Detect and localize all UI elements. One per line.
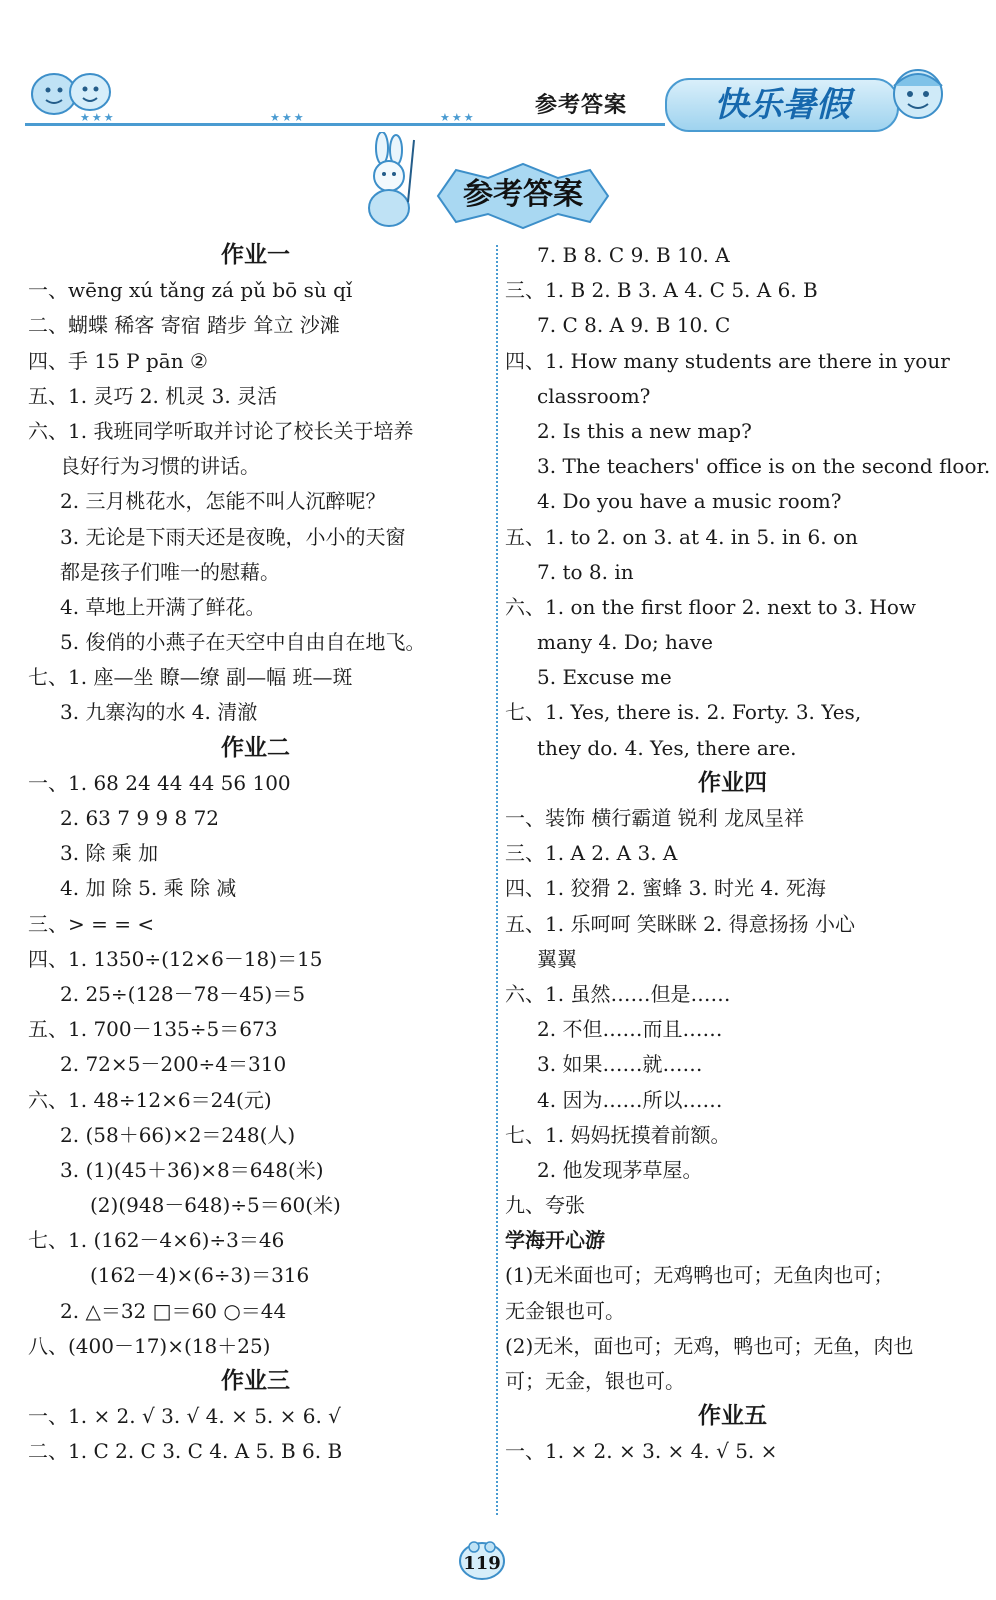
answer-line: 2. 不但……而且…… bbox=[537, 1017, 723, 1042]
answer-line: 三、1. B 2. B 3. A 4. C 5. A 6. B bbox=[505, 278, 818, 303]
answer-line: 五、1. to 2. on 3. at 4. in 5. in 6. on bbox=[505, 524, 858, 549]
right-answer-column bbox=[505, 238, 991, 1470]
answer-line: 3. (1)(45＋36)×8＝648(米) bbox=[60, 1157, 324, 1182]
answer-line: 三、1. A 2. A 3. A bbox=[505, 841, 678, 866]
answer-line: classroom? bbox=[537, 383, 651, 408]
star-icon: ★★★ bbox=[80, 111, 116, 124]
answer-line: 2. 三月桃花水，怎能不叫人沉醉呢？ bbox=[60, 489, 386, 514]
header-section-label: 参考答案 bbox=[535, 92, 628, 118]
answer-line: 五、1. 乐呵呵 笑眯眯 2. 得意扬扬 小心 bbox=[505, 911, 855, 936]
subsection-heading: 学海开心游 bbox=[505, 1228, 605, 1253]
answer-line: 一、装饰 横行霸道 锐利 龙凤呈祥 bbox=[505, 806, 805, 830]
answer-line: (162－4)×(6÷3)＝316 bbox=[90, 1263, 310, 1288]
answer-line: 一、wēng xú tǎng zá pǔ bō sù qǐ bbox=[28, 278, 353, 303]
answer-line: 4. 草地上开满了鲜花。 bbox=[60, 594, 266, 619]
answer-line: 3. The teachers' office is on the second floor. bbox=[537, 454, 991, 479]
answer-line: many 4. Do; have bbox=[537, 630, 713, 655]
answer-line: 3. 如果……就…… bbox=[537, 1052, 703, 1077]
answer-line: 四、手 15 P pān ② bbox=[28, 348, 208, 373]
answer-line: 4. Do you have a music room? bbox=[537, 489, 842, 514]
answer-line: 3. 无论是下雨天还是夜晚，小小的天窗 bbox=[60, 524, 406, 549]
star-icon: ★★★ bbox=[440, 111, 476, 124]
answer-line: 一、1. × 2. × 3. × 4. √ 5. × bbox=[505, 1439, 778, 1464]
answer-line: 2. 他发现茅草屋。 bbox=[537, 1157, 703, 1182]
answer-line: 2. △＝32 □＝60 ○＝44 bbox=[60, 1298, 287, 1323]
answer-line: 5. Excuse me bbox=[537, 665, 672, 690]
answer-line: 五、1. 700－135÷5＝673 bbox=[28, 1017, 278, 1042]
answer-line: 四、1. 1350÷(12×6－18)＝15 bbox=[28, 946, 323, 971]
rabbit-mascot-icon bbox=[352, 132, 430, 232]
column-divider bbox=[496, 245, 498, 1515]
answer-line: 7. C 8. A 9. B 10. C bbox=[537, 313, 731, 338]
answer-line: 六、1. 我班同学听取并讨论了校长关于培养 bbox=[28, 418, 414, 443]
header-rule bbox=[25, 123, 665, 126]
answer-line: 二、蝴蝶 稀客 寄宿 踏步 耸立 沙滩 bbox=[28, 313, 340, 338]
cartoon-character-icon bbox=[880, 58, 955, 130]
answer-banner bbox=[428, 162, 618, 230]
answer-line: 四、1. 狡猾 2. 蜜蜂 3. 时光 4. 死海 bbox=[505, 876, 826, 901]
answer-line: 三、> = = < bbox=[28, 911, 155, 936]
star-icon: ★★★ bbox=[270, 111, 306, 124]
answer-line: 六、1. 虽然……但是…… bbox=[505, 981, 731, 1006]
answer-line: 无金银也可。 bbox=[505, 1298, 625, 1323]
answer-line: 七、1. 妈妈抚摸着前额。 bbox=[505, 1122, 731, 1147]
answer-line: 都是孩子们唯一的慰藉。 bbox=[60, 559, 280, 584]
section-title: 作业三 bbox=[221, 1368, 290, 1394]
answer-line: 2. (58＋66)×2＝248(人) bbox=[60, 1122, 296, 1147]
answer-line: 5. 俊俏的小燕子在天空中自由自在地飞。 bbox=[60, 630, 426, 655]
page-header bbox=[0, 0, 996, 150]
answer-line: (2)无米，面也可；无鸡，鸭也可；无鱼，肉也 bbox=[505, 1333, 914, 1358]
answer-line: (2)(948－648)÷5＝60(米) bbox=[90, 1193, 341, 1218]
answer-line: 七、1. (162－4×6)÷3＝46 bbox=[28, 1228, 285, 1253]
answer-line: 7. to 8. in bbox=[537, 559, 634, 584]
answer-line: 4. 加 除 5. 乘 除 减 bbox=[60, 876, 237, 901]
page-number-badge bbox=[452, 1535, 512, 1585]
banner-title: 参考答案 bbox=[463, 177, 583, 212]
answer-line: 3. 除 乘 加 bbox=[60, 841, 159, 866]
answer-line: 九、夸张 bbox=[505, 1193, 585, 1218]
answer-line: 五、1. 灵巧 2. 机灵 3. 灵活 bbox=[28, 383, 278, 408]
answer-line: (1)无米面也可；无鸡鸭也可；无鱼肉也可； bbox=[505, 1263, 894, 1288]
answer-line: 4. 因为……所以…… bbox=[537, 1087, 723, 1112]
answer-line: 2. 72×5－200÷4＝310 bbox=[60, 1052, 287, 1077]
answer-line: 2. 63 7 9 9 8 72 bbox=[60, 806, 220, 830]
section-title: 作业二 bbox=[221, 734, 290, 761]
answer-line: 2. 25÷(128－78－45)＝5 bbox=[60, 981, 306, 1006]
section-title: 作业五 bbox=[698, 1403, 767, 1430]
answer-line: 3. 九寨沟的水 4. 清澈 bbox=[60, 700, 258, 725]
answer-line: 六、1. on the first floor 2. next to 3. How bbox=[505, 594, 917, 619]
section-title: 作业一 bbox=[221, 242, 290, 268]
page-number: 119 bbox=[463, 1553, 501, 1574]
answer-line: 翼翼 bbox=[537, 946, 577, 971]
answer-line: they do. 4. Yes, there are. bbox=[537, 735, 797, 760]
answer-line: 7. B 8. C 9. B 10. A bbox=[537, 243, 730, 267]
section-title: 作业四 bbox=[698, 769, 767, 796]
answer-line: 七、1. Yes, there is. 2. Forty. 3. Yes, bbox=[505, 700, 862, 725]
answer-line: 一、1. 68 24 44 44 56 100 bbox=[28, 770, 291, 795]
header-brand: 快乐暑假 bbox=[665, 78, 899, 132]
answer-line: 七、1. 座—坐 瞭—缭 副—幅 班—斑 bbox=[28, 665, 353, 690]
answer-line: 二、1. C 2. C 3. C 4. A 5. B 6. B bbox=[28, 1439, 343, 1464]
answer-line: 良好行为习惯的讲话。 bbox=[60, 454, 260, 479]
left-answer-column bbox=[28, 238, 483, 1470]
answer-line: 可；无金，银也可。 bbox=[505, 1369, 685, 1393]
answer-line: 2. Is this a new map? bbox=[537, 418, 752, 443]
answer-line: 八、(400－17)×(18＋25) bbox=[28, 1333, 271, 1358]
answer-line: 四、1. How many students are there in your bbox=[505, 348, 950, 373]
answer-line: 六、1. 48÷12×6＝24(元) bbox=[28, 1087, 272, 1112]
answer-line: 一、1. × 2. √ 3. √ 4. × 5. × 6. √ bbox=[28, 1404, 341, 1429]
